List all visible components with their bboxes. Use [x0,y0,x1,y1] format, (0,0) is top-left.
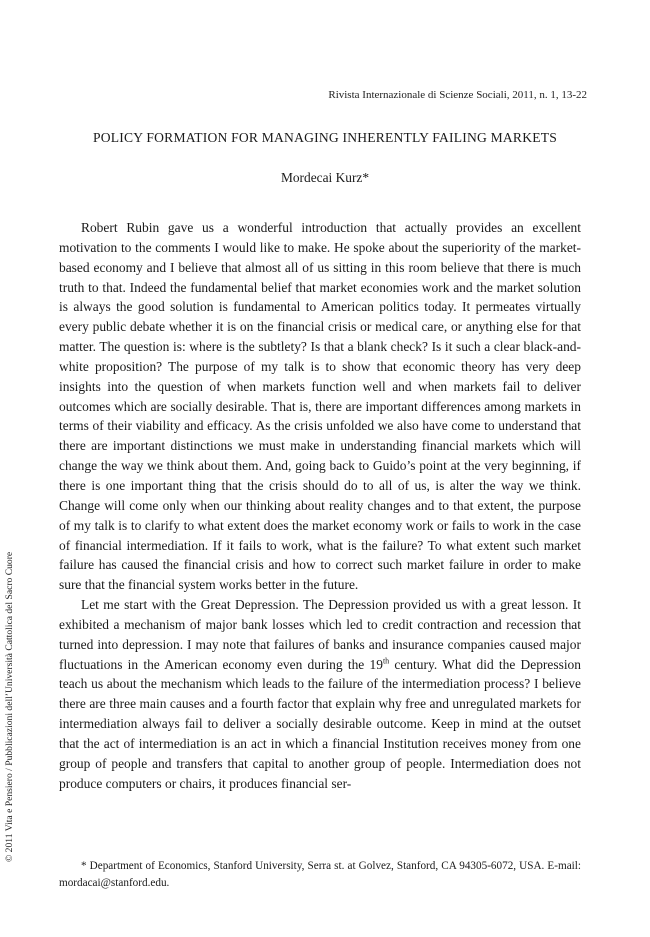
copyright-sidebar: © 2011 Vita e Pensiero / Pubblicazioni dell’Università Cattolica del Sacro Cuore [4,551,15,862]
paragraph-2-part-1: Let me start with the Great Depression. The Depression provided us with a great lesson. It exhibited a mechanism of major bank losses which led to credit contraction and recession that turned into depression. I may note that failures of banks and insurance companies caused major fluctuations in the American economy even during the 19 [59,597,581,672]
journal-header: Rivista Internazionale di Scienze Sociali, 2011, n. 1, 13-22 [328,89,587,101]
superscript-th: th [382,656,390,666]
author-footnote: * Department of Economics, Stanford University, Serra st. at Golvez, Stanford, CA 94305-6072, USA. E-mail: mordacai@stanford.edu. [59,860,581,889]
body-text [59,218,581,793]
paragraph-1: Robert Rubin gave us a wonderful introduction that actually provides an excellent motivation to the comments I would like to make. He spoke about the superiority of the market-based economy and I believe that almost all of us sitting in this room believe that there is much truth to that. Indeed the fundamental belief that market economies work and the market solution is always the good solution is fundamental to American politics today. It permeates virtually every public debate whether it is on the financial crisis or medical care, or anything else for that matter. The question is: where is the subtlety? Is that a blank check? Is it such a clear black-and-white proposition? The purpose of my talk is to show that economic theory has very deep insights into the question of when markets function well and when markets fail to deliver outcomes which are socially desirable. That is, there are important differences among markets in terms of their viability and efficacy. As the crisis unfolded we also have come to understand that there are important distinctions we must make in understanding financial markets which will change the way we think about them. And, going back to Guido’s point at the very beginning, if there is one important thing that the crisis should do to all of us, is alter the way we think. Change will come only when our thinking about reality changes and to that extent, the purpose of my talk is to clarify to what extent does the market economy work or fails to work in the case of financial intermediation. If it fails to work, what is the failure? To what extent such market failure has caused the financial crisis and how to correct such market failure in order to make sure that the financial system works better in the future. [59,220,581,593]
paper-title: POLICY FORMATION FOR MANAGING INHERENTLY FAILING MARKETS [93,130,557,145]
paragraph-2 [59,595,581,793]
author-name: Mordecai Kurz* [280,170,370,185]
paragraph-2-part-2: century. What did the Depression teach us about the mechanism which leads to the failure of the intermediation process? I believe there are three main causes and a fourth factor that explain why free and unregulated markets for intermediation always fail to deliver a socially desirable outcome. Keep in mind at the outset that the act of intermediation is an act in which a financial Institution receives money from one group of people and transfers that capital to another group of people. Intermediation does not produce computers or chairs, it produces financial ser- [59,656,581,791]
